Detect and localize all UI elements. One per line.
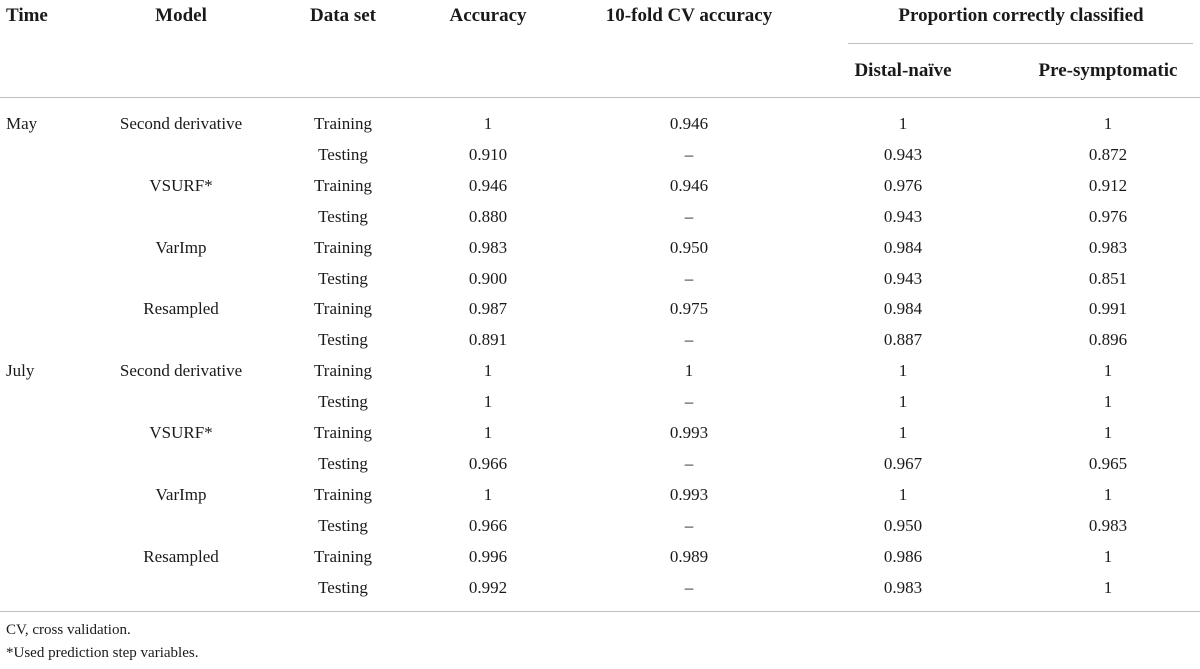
- header-cv-accuracy: 10-fold CV accuracy: [605, 5, 773, 26]
- cell-distal-naive: 0.887: [883, 330, 923, 350]
- cell-cv-accuracy: –: [684, 206, 694, 226]
- cell-pre-symptomatic: 0.976: [1088, 206, 1128, 226]
- footnote-star: *Used prediction step variables.: [6, 645, 199, 661]
- cell-accuracy: 0.910: [468, 144, 508, 164]
- cell-pre-symptomatic: 0.991: [1088, 299, 1128, 319]
- cell-accuracy: 0.946: [468, 175, 508, 195]
- cell-accuracy: 0.996: [468, 546, 508, 566]
- cell-accuracy: 0.983: [468, 237, 508, 257]
- cell-accuracy: 1: [483, 392, 493, 412]
- cell-cv-accuracy: –: [684, 392, 694, 412]
- cell-pre-symptomatic: 1: [1103, 392, 1113, 412]
- cell-distal-naive: 0.986: [883, 546, 923, 566]
- header-model: Model: [155, 5, 207, 26]
- cell-model: Resampled: [143, 546, 219, 566]
- cell-time: May: [6, 114, 38, 133]
- cell-accuracy: 0.966: [468, 453, 508, 473]
- header-subrule: [848, 43, 1193, 44]
- cell-cv-accuracy: 1: [684, 361, 694, 381]
- cell-distal-naive: 0.950: [883, 515, 923, 535]
- footnote-cv: CV, cross validation.: [6, 622, 131, 638]
- cell-model: VSURF*: [149, 175, 213, 195]
- cell-data-set: Training: [314, 546, 372, 566]
- cell-accuracy: 1: [483, 361, 493, 381]
- cell-data-set: Training: [314, 175, 372, 195]
- cell-distal-naive: 0.976: [883, 175, 923, 195]
- cell-distal-naive: 0.983: [883, 577, 923, 597]
- cell-distal-naive: 0.943: [883, 144, 923, 164]
- cell-pre-symptomatic: 1: [1103, 423, 1113, 442]
- cell-accuracy: 0.891: [468, 330, 508, 350]
- cell-cv-accuracy: 0.993: [669, 484, 709, 504]
- cell-model: VSURF*: [149, 423, 213, 442]
- cell-cv-accuracy: –: [684, 268, 694, 288]
- cell-accuracy: 0.880: [468, 206, 508, 226]
- cell-distal-naive: 0.943: [883, 206, 923, 226]
- cell-distal-naive: 0.967: [883, 453, 923, 473]
- cell-data-set: Testing: [318, 144, 368, 164]
- cell-data-set: Testing: [318, 577, 368, 597]
- cell-cv-accuracy: –: [684, 453, 694, 473]
- cell-pre-symptomatic: 0.872: [1088, 144, 1128, 164]
- cell-pre-symptomatic: 0.965: [1088, 453, 1128, 473]
- cell-pre-symptomatic: 0.896: [1088, 330, 1128, 350]
- cell-pre-symptomatic: 1: [1103, 361, 1113, 381]
- cell-distal-naive: 1: [898, 423, 908, 442]
- cell-time: July: [6, 361, 35, 381]
- cell-accuracy: 0.966: [468, 515, 508, 535]
- cell-model: VarImp: [155, 484, 207, 504]
- header-proportion: Proportion correctly classified: [898, 5, 1144, 26]
- cell-pre-symptomatic: 0.851: [1088, 268, 1128, 288]
- cell-pre-symptomatic: 0.983: [1088, 237, 1128, 257]
- cell-model: Second derivative: [119, 114, 243, 133]
- cell-data-set: Training: [314, 484, 372, 504]
- cell-cv-accuracy: 0.950: [669, 237, 709, 257]
- cell-accuracy: 1: [483, 423, 493, 442]
- cell-pre-symptomatic: 1: [1103, 577, 1113, 597]
- cell-cv-accuracy: 0.975: [669, 299, 709, 319]
- cell-distal-naive: 0.984: [883, 237, 923, 257]
- cell-cv-accuracy: 0.946: [669, 175, 709, 195]
- cell-data-set: Training: [314, 423, 372, 442]
- cell-distal-naive: 1: [898, 392, 908, 412]
- header-distal-naive: Distal-naïve: [854, 60, 952, 81]
- cell-distal-naive: 1: [898, 361, 908, 381]
- header-rule: [0, 97, 1200, 98]
- cell-distal-naive: 0.943: [883, 268, 923, 288]
- header-data-set: Data set: [310, 5, 376, 26]
- cell-accuracy: 0.987: [468, 299, 508, 319]
- cell-distal-naive: 1: [898, 484, 908, 504]
- cell-cv-accuracy: 0.946: [669, 114, 709, 133]
- header-accuracy: Accuracy: [449, 5, 527, 26]
- cell-data-set: Training: [314, 361, 372, 381]
- cell-data-set: Training: [314, 237, 372, 257]
- cell-data-set: Training: [314, 299, 372, 319]
- cell-model: Resampled: [143, 299, 219, 319]
- cell-pre-symptomatic: 1: [1103, 484, 1113, 504]
- cell-cv-accuracy: 0.989: [669, 546, 709, 566]
- cell-distal-naive: 1: [898, 114, 908, 133]
- cell-pre-symptomatic: 1: [1103, 114, 1113, 133]
- cell-cv-accuracy: –: [684, 577, 694, 597]
- cell-accuracy: 1: [483, 114, 493, 133]
- bottom-rule: [0, 611, 1200, 612]
- cell-model: Second derivative: [119, 361, 243, 381]
- cell-pre-symptomatic: 0.912: [1088, 175, 1128, 195]
- cell-pre-symptomatic: 1: [1103, 546, 1113, 566]
- cell-distal-naive: 0.984: [883, 299, 923, 319]
- header-pre-symptomatic: Pre-symptomatic: [1038, 60, 1178, 81]
- cell-data-set: Testing: [318, 330, 368, 350]
- cell-accuracy: 0.992: [468, 577, 508, 597]
- cell-data-set: Testing: [318, 268, 368, 288]
- cell-data-set: Testing: [318, 515, 368, 535]
- cell-data-set: Testing: [318, 206, 368, 226]
- cell-data-set: Testing: [318, 392, 368, 412]
- header-time: Time: [6, 5, 48, 26]
- cell-cv-accuracy: –: [684, 515, 694, 535]
- cell-cv-accuracy: –: [684, 144, 694, 164]
- cell-model: VarImp: [155, 237, 207, 257]
- cell-data-set: Training: [314, 114, 372, 133]
- cell-cv-accuracy: –: [684, 330, 694, 350]
- cell-accuracy: 0.900: [468, 268, 508, 288]
- cell-pre-symptomatic: 0.983: [1088, 515, 1128, 535]
- cell-accuracy: 1: [483, 484, 493, 504]
- cell-cv-accuracy: 0.993: [669, 423, 709, 442]
- cell-data-set: Testing: [318, 453, 368, 473]
